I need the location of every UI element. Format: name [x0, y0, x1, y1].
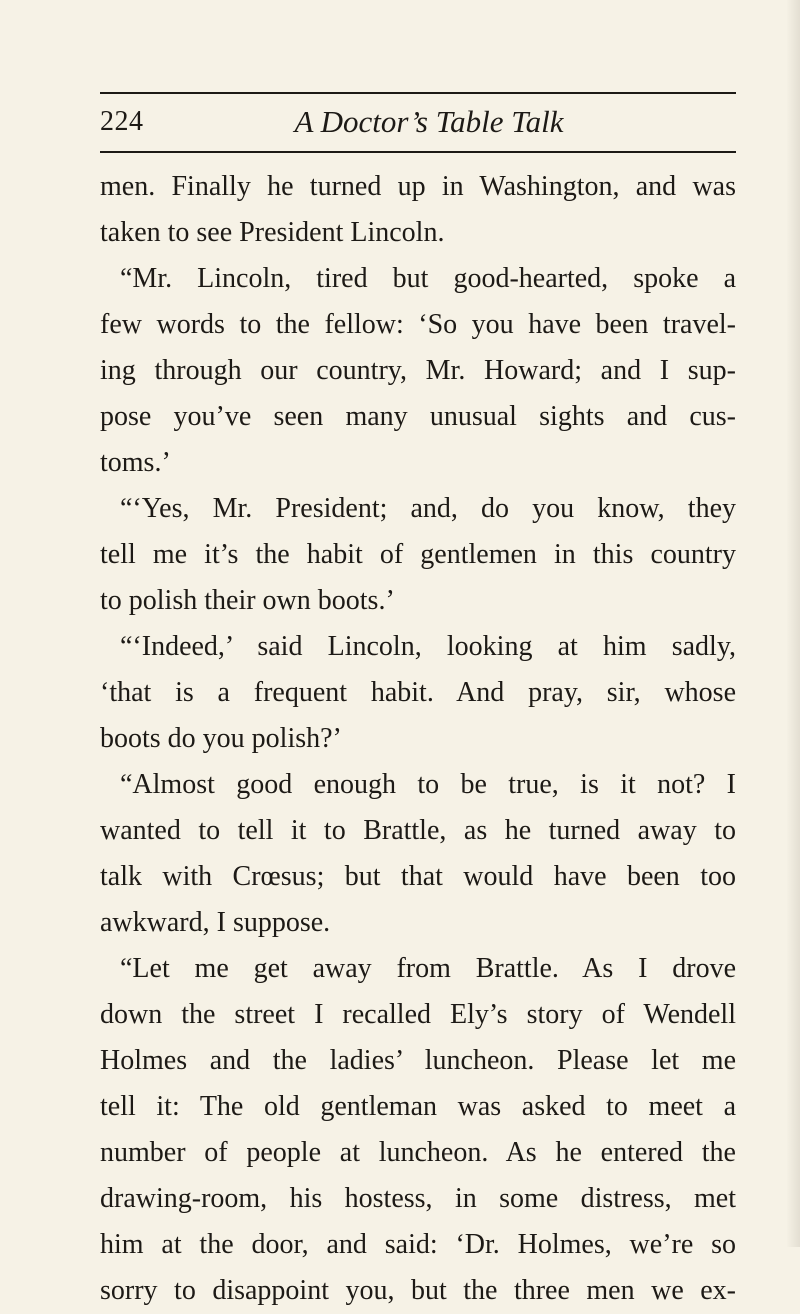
text-line: ‘that is a frequent habit. And pray, sir, whose — [100, 677, 736, 708]
text-line: wanted to tell it to Brattle, as he turned away to — [100, 815, 736, 846]
text-line: men. Finally he turned up in Washington, and was — [100, 171, 736, 202]
text-line: pose you’ve seen many unusual sights and cus- — [100, 401, 736, 432]
header-bottom-rule — [100, 151, 736, 153]
text-line: “‘Yes, Mr. President; and, do you know, they — [120, 493, 736, 524]
text-line: “Mr. Lincoln, tired but good-hearted, spoke a — [120, 263, 736, 294]
text-line: “‘Indeed,’ said Lincoln, looking at him sadly, — [120, 631, 736, 662]
text-line: down the street I recalled Ely’s story of Wendell — [100, 999, 736, 1030]
text-line: drawing-room, his hostess, in some distress, met — [100, 1183, 736, 1214]
text-line: ing through our country, Mr. Howard; and I sup- — [100, 355, 736, 386]
text-line: “Let me get away from Brattle. As I drove — [120, 953, 736, 984]
text-line: him at the door, and said: ‘Dr. Holmes, we’re so — [100, 1229, 736, 1260]
header-top-rule — [100, 92, 736, 94]
body-text — [100, 164, 736, 1314]
text-line: toms.’ — [100, 447, 171, 478]
page-number: 224 — [100, 106, 144, 137]
text-line: awkward, I suppose. — [100, 907, 331, 938]
text-line: boots do you polish?’ — [100, 723, 342, 754]
running-title: A Doctor’s Table Talk — [294, 104, 564, 139]
text-line: sorry to disappoint you, but the three men we ex- — [100, 1275, 736, 1306]
page-edge-shadow — [786, 0, 800, 1247]
text-line: to polish their own boots.’ — [100, 585, 395, 616]
running-head — [100, 100, 736, 144]
text-line: taken to see President Lincoln. — [100, 217, 445, 248]
text-line: tell me it’s the habit of gentlemen in this country — [100, 539, 736, 570]
text-line: number of people at luncheon. As he entered the — [100, 1137, 736, 1168]
text-line: tell it: The old gentleman was asked to meet a — [100, 1091, 736, 1122]
text-line: “Almost good enough to be true, is it not? I — [120, 769, 736, 800]
text-line: Holmes and the ladies’ luncheon. Please let me — [100, 1045, 736, 1076]
text-line: talk with Crœsus; but that would have been too — [100, 861, 736, 892]
text-line: few words to the fellow: ‘So you have been travel- — [100, 309, 736, 340]
